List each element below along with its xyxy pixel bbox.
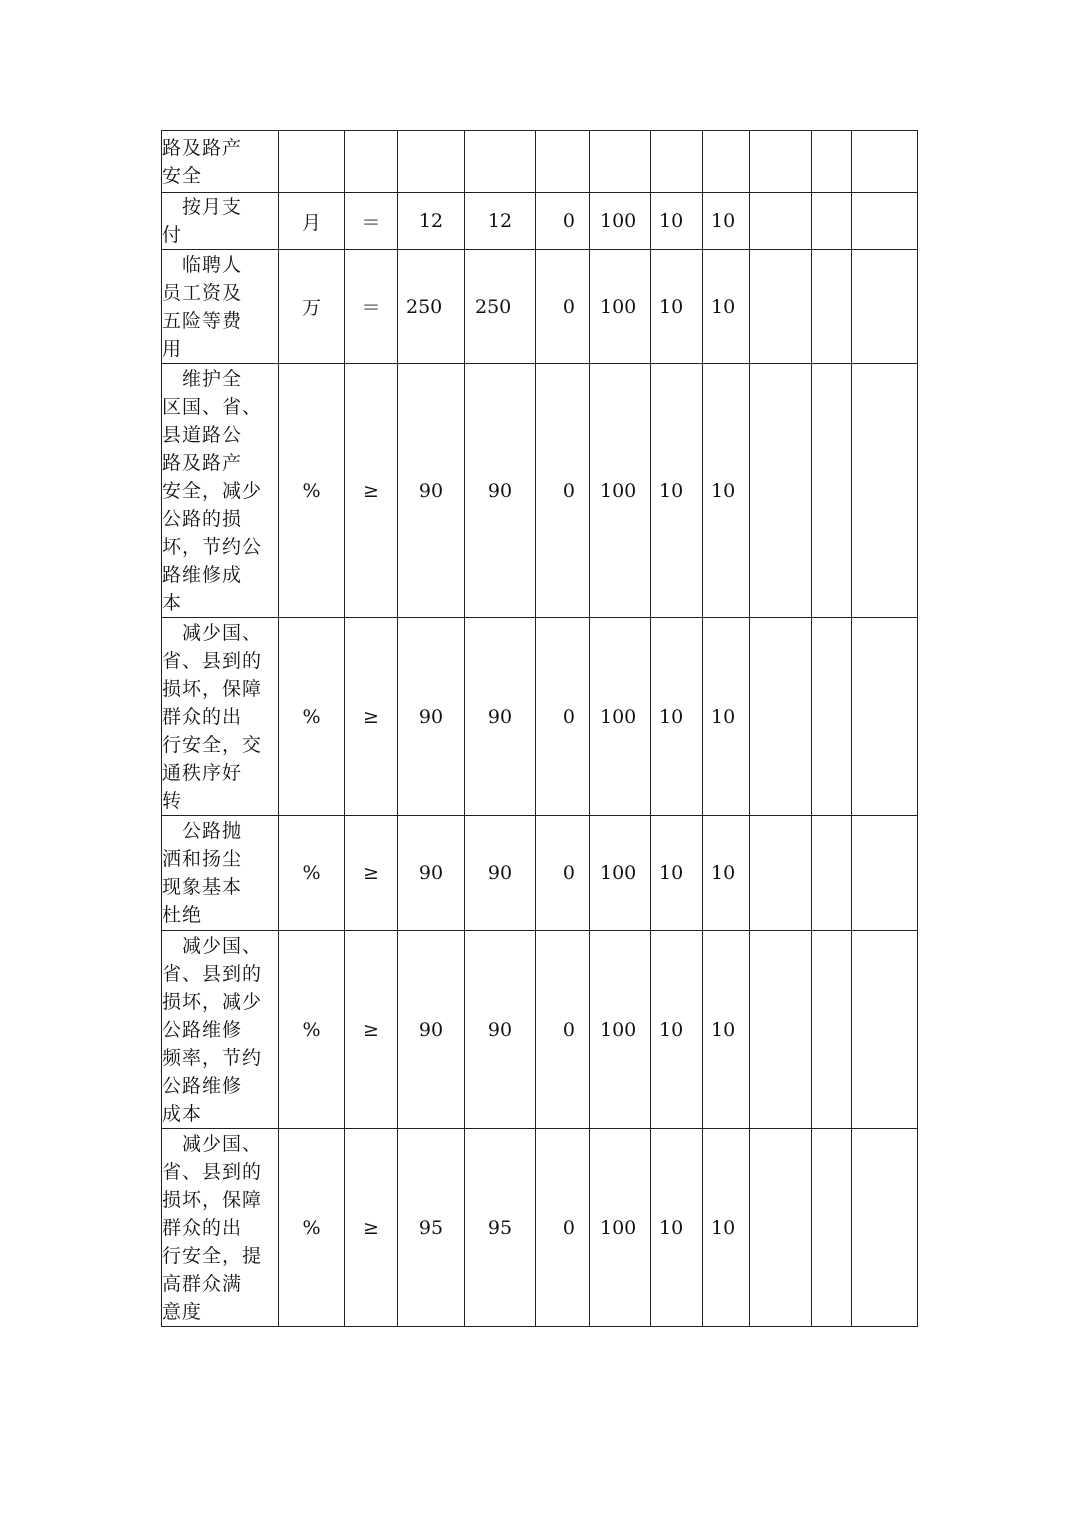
indicator-description-line: 行安全，提 xyxy=(162,1244,263,1267)
deviation-cell: 0 xyxy=(536,931,590,1129)
empty-cell xyxy=(750,1129,812,1327)
table-row xyxy=(162,250,918,364)
operator-cell: ＝ xyxy=(345,193,398,250)
empty-cell xyxy=(812,1129,852,1327)
score-cell: 10 xyxy=(703,816,750,931)
indicator-description-line: 频率，节约 xyxy=(162,1046,263,1069)
indicator-description-line: 损坏，保障 xyxy=(162,677,263,700)
unit-cell: % xyxy=(279,1129,345,1327)
empty-cell xyxy=(812,250,852,364)
indicator-description-line: 公路的损 xyxy=(162,507,243,530)
indicator-description-line: 群众的出 xyxy=(162,1216,243,1239)
operator-cell: ≥ xyxy=(345,618,398,816)
score-cell: 10 xyxy=(703,618,750,816)
deviation-cell xyxy=(536,131,590,193)
table-row xyxy=(162,364,918,618)
empty-cell xyxy=(750,250,812,364)
actual-value-cell: 90 xyxy=(465,931,536,1129)
indicator-description-line: 减少国、 xyxy=(182,621,263,644)
indicator-description-line: 杜绝 xyxy=(162,904,203,926)
indicator-description-line: 区国、省、 xyxy=(162,395,263,418)
indicator-description-line: 路及路产 xyxy=(162,451,243,474)
weight-cell: 10 xyxy=(651,618,703,816)
empty-cell xyxy=(750,816,812,931)
deviation-cell: 0 xyxy=(536,1129,590,1327)
completion-rate-cell: 100 xyxy=(590,364,651,618)
empty-cell xyxy=(812,618,852,816)
empty-cell xyxy=(750,364,812,618)
indicator-description-line: 损坏，减少 xyxy=(162,990,263,1013)
score-cell xyxy=(703,131,750,193)
table-row xyxy=(162,931,918,1129)
unit-cell: % xyxy=(279,931,345,1129)
indicator-description-line: 公路维修 xyxy=(162,1074,243,1097)
indicator-description-line: 行安全，交 xyxy=(162,733,263,756)
indicator-description-line: 省、县到的 xyxy=(162,649,263,672)
empty-cell xyxy=(812,131,852,193)
indicator-description-line: 成本 xyxy=(162,1102,203,1125)
completion-rate-cell: 100 xyxy=(590,1129,651,1327)
empty-cell xyxy=(812,931,852,1129)
indicator-description-cell xyxy=(162,618,279,816)
indicator-description-line: 县道路公 xyxy=(162,423,243,446)
operator-cell: ≥ xyxy=(345,931,398,1129)
indicator-description-line: 付 xyxy=(162,224,183,246)
score-cell: 10 xyxy=(703,364,750,618)
indicator-description-line: 按月支 xyxy=(182,196,243,218)
indicator-description-cell xyxy=(162,131,279,193)
target-value-cell: 90 xyxy=(398,618,465,816)
actual-value-cell: 95 xyxy=(465,1129,536,1327)
indicator-description-line: 减少国、 xyxy=(182,934,263,957)
empty-cell xyxy=(852,618,918,816)
empty-cell xyxy=(812,816,852,931)
empty-cell xyxy=(852,193,918,250)
indicator-description-line: 群众的出 xyxy=(162,705,243,728)
indicator-description-line: 减少国、 xyxy=(182,1132,263,1155)
indicator-description-line: 坏，节约公 xyxy=(162,535,263,558)
operator-cell: ＝ xyxy=(345,250,398,364)
indicator-description-line: 省、县到的 xyxy=(162,1160,263,1183)
actual-value-cell xyxy=(465,131,536,193)
indicator-description-cell xyxy=(162,931,279,1129)
operator-cell: ≥ xyxy=(345,1129,398,1327)
indicator-description-cell xyxy=(162,1129,279,1327)
unit-cell xyxy=(279,131,345,193)
weight-cell: 10 xyxy=(651,816,703,931)
indicator-description-line: 五险等费 xyxy=(162,309,243,332)
actual-value-cell: 90 xyxy=(465,618,536,816)
indicator-description-line: 省、县到的 xyxy=(162,962,263,985)
indicator-description-cell xyxy=(162,250,279,364)
empty-cell xyxy=(852,816,918,931)
indicator-description-line: 损坏，保障 xyxy=(162,1188,263,1211)
weight-cell xyxy=(651,131,703,193)
indicator-description-cell xyxy=(162,193,279,250)
indicator-description-line: 意度 xyxy=(162,1300,203,1323)
table-row xyxy=(162,1129,918,1327)
weight-cell: 10 xyxy=(651,1129,703,1327)
table-row xyxy=(162,193,918,250)
deviation-cell: 0 xyxy=(536,364,590,618)
score-cell: 10 xyxy=(703,193,750,250)
target-value-cell: 90 xyxy=(398,816,465,931)
weight-cell: 10 xyxy=(651,193,703,250)
indicator-description-line: 现象基本 xyxy=(162,876,243,898)
indicator-description-line: 洒和扬尘 xyxy=(162,848,243,870)
weight-cell: 10 xyxy=(651,931,703,1129)
target-value-cell: 90 xyxy=(398,364,465,618)
empty-cell xyxy=(750,131,812,193)
completion-rate-cell: 100 xyxy=(590,618,651,816)
indicator-description-line: 员工资及 xyxy=(162,281,243,304)
target-value-cell xyxy=(398,131,465,193)
indicator-description-line: 维护全 xyxy=(182,367,243,390)
table-row xyxy=(162,131,918,193)
unit-cell: % xyxy=(279,364,345,618)
indicator-description-cell xyxy=(162,364,279,618)
completion-rate-cell: 100 xyxy=(590,193,651,250)
target-value-cell: 12 xyxy=(398,193,465,250)
empty-cell xyxy=(750,618,812,816)
unit-cell: 月 xyxy=(279,193,345,250)
performance-indicator-table xyxy=(161,130,918,1327)
indicator-description-line: 路及路产 xyxy=(162,136,243,159)
indicator-description-line: 临聘人 xyxy=(182,253,243,276)
empty-cell xyxy=(812,364,852,618)
empty-cell xyxy=(812,193,852,250)
actual-value-cell: 90 xyxy=(465,816,536,931)
empty-cell xyxy=(750,193,812,250)
empty-cell xyxy=(852,1129,918,1327)
empty-cell xyxy=(750,931,812,1129)
unit-cell: 万 xyxy=(279,250,345,364)
indicator-description-line: 转 xyxy=(162,789,183,812)
completion-rate-cell: 100 xyxy=(590,250,651,364)
indicator-description-line: 高群众满 xyxy=(162,1272,243,1295)
deviation-cell: 0 xyxy=(536,193,590,250)
indicator-description-cell xyxy=(162,816,279,931)
indicator-description-line: 安全 xyxy=(162,164,203,187)
indicator-description-line: 用 xyxy=(162,337,183,360)
target-value-cell: 95 xyxy=(398,1129,465,1327)
indicator-description-line: 路维修成 xyxy=(162,563,243,586)
unit-cell: % xyxy=(279,816,345,931)
table-row xyxy=(162,816,918,931)
deviation-cell: 0 xyxy=(536,816,590,931)
target-value-cell: 250 xyxy=(398,250,465,364)
table-body xyxy=(162,131,918,1327)
completion-rate-cell: 100 xyxy=(590,816,651,931)
empty-cell xyxy=(852,131,918,193)
score-cell: 10 xyxy=(703,931,750,1129)
indicator-description-line: 通秩序好 xyxy=(162,761,243,784)
actual-value-cell: 12 xyxy=(465,193,536,250)
empty-cell xyxy=(852,250,918,364)
indicator-description-line: 公路维修 xyxy=(162,1018,243,1041)
operator-cell: ≥ xyxy=(345,816,398,931)
completion-rate-cell: 100 xyxy=(590,931,651,1129)
weight-cell: 10 xyxy=(651,364,703,618)
deviation-cell: 0 xyxy=(536,250,590,364)
operator-cell: ≥ xyxy=(345,364,398,618)
empty-cell xyxy=(852,931,918,1129)
indicator-description-line: 本 xyxy=(162,591,183,614)
empty-cell xyxy=(852,364,918,618)
indicator-description-line: 安全，减少 xyxy=(162,479,263,502)
indicator-description-line: 公路抛 xyxy=(182,820,243,842)
score-cell: 10 xyxy=(703,1129,750,1327)
operator-cell xyxy=(345,131,398,193)
completion-rate-cell xyxy=(590,131,651,193)
target-value-cell: 90 xyxy=(398,931,465,1129)
unit-cell: % xyxy=(279,618,345,816)
weight-cell: 10 xyxy=(651,250,703,364)
actual-value-cell: 250 xyxy=(465,250,536,364)
actual-value-cell: 90 xyxy=(465,364,536,618)
score-cell: 10 xyxy=(703,250,750,364)
table-row xyxy=(162,618,918,816)
deviation-cell: 0 xyxy=(536,618,590,816)
